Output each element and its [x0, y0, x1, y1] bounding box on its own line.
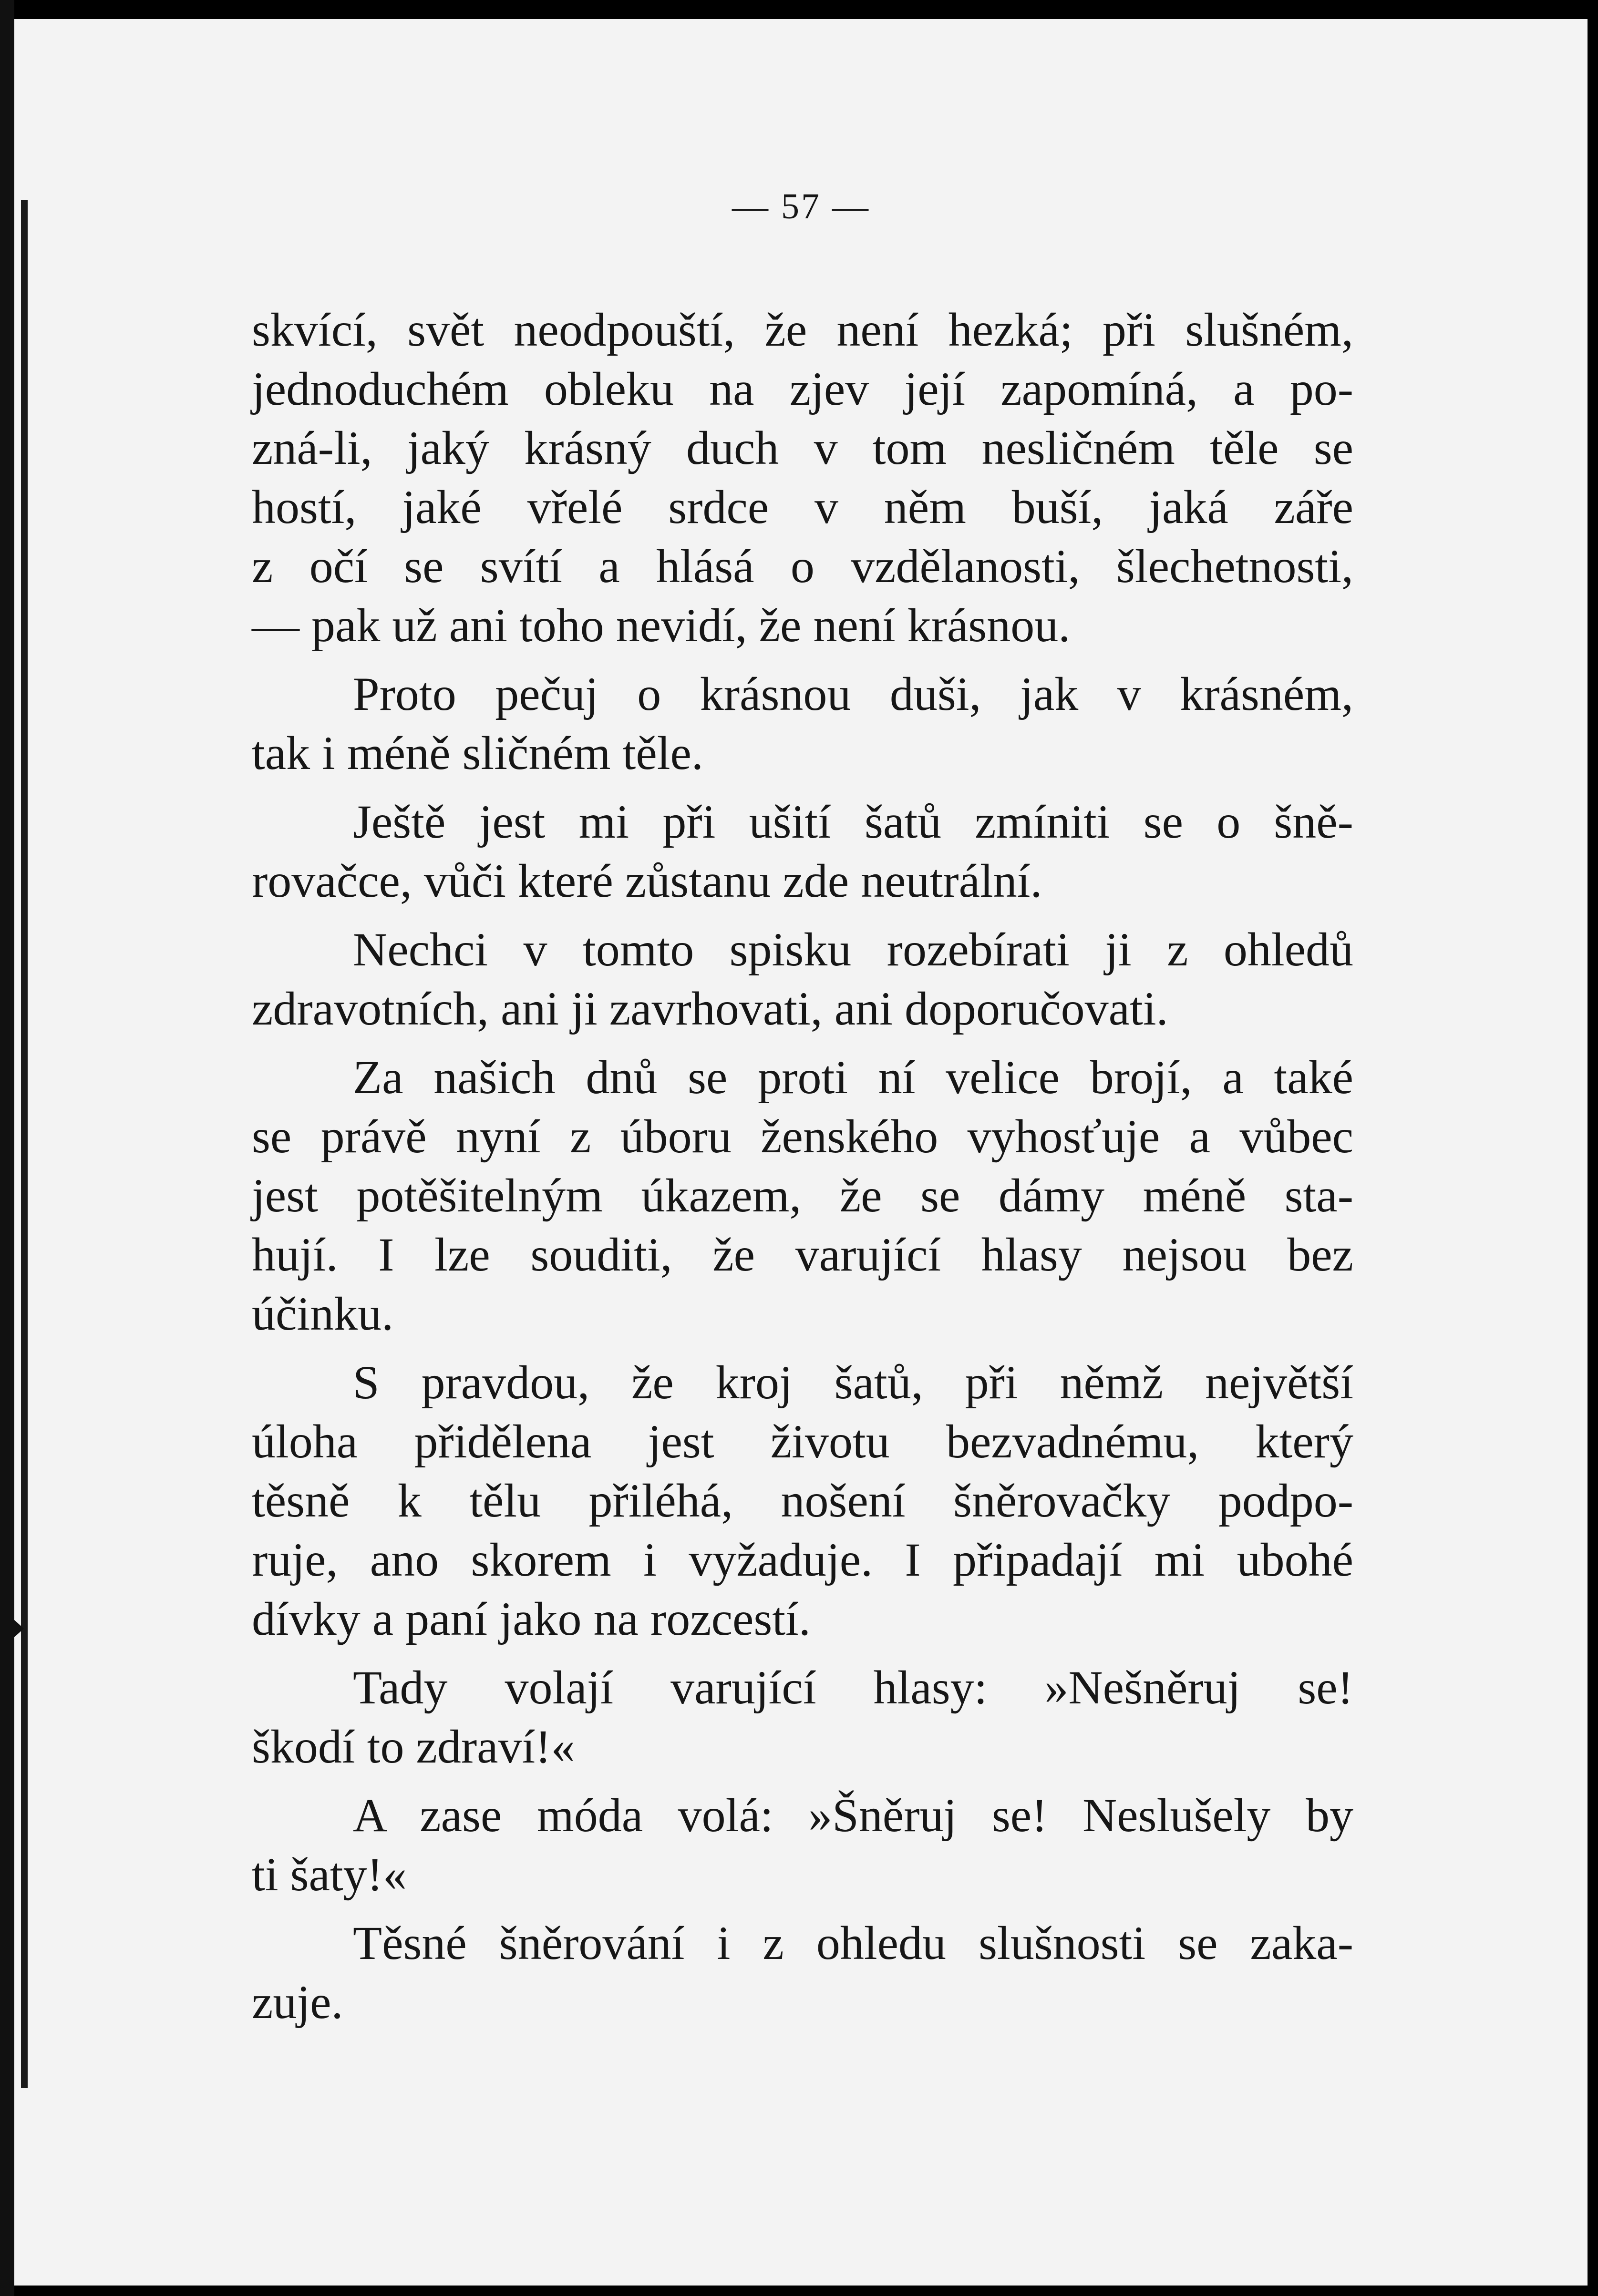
paragraph	[252, 1786, 1353, 1904]
text-line: Tady volají varující hlasy: »Nešněruj se!	[353, 1661, 1353, 1714]
body-text	[252, 300, 1353, 2041]
text-line: zuje.	[252, 1976, 343, 2029]
paragraph	[252, 1353, 1353, 1649]
text-line: ruje, ano skorem i vyžaduje. I připadají mi ubohé	[252, 1533, 1353, 1586]
text-line: hostí, jaké vřelé srdce v něm buší, jaká záře	[252, 481, 1353, 533]
text-line: tak i méně sličném těle.	[252, 727, 703, 779]
paragraph	[252, 665, 1353, 783]
text-line: skvící, svět neodpouští, že není hezká; při slušném,	[252, 303, 1353, 356]
text-line: Těsné šněrování i z ohledu slušnosti se zaka-	[353, 1917, 1353, 1969]
text-line: S pravdou, že kroj šatů, při němž největší	[353, 1356, 1353, 1409]
text-line: zdravotních, ani ji zavrhovati, ani doporučovati.	[252, 982, 1168, 1035]
text-line: jest potěšitelným úkazem, že se dámy méně sta-	[252, 1169, 1353, 1222]
paragraph	[252, 792, 1353, 911]
text-line: se právě nyní z úboru ženského vyhosťuje a vůbec	[252, 1110, 1353, 1163]
page-number: — 57 —	[732, 186, 870, 226]
paragraph	[252, 920, 1353, 1038]
text-line: účinku.	[252, 1287, 394, 1340]
paragraph	[252, 1914, 1353, 2032]
text-line: Ještě jest mi při ušití šatů zmíniti se o šně-	[353, 795, 1353, 848]
text-line: z očí se svítí a hlásá o vzdělanosti, šlechetnosti,	[252, 540, 1353, 593]
text-line: hují. I lze souditi, že varující hlasy nejsou bez	[252, 1228, 1353, 1281]
text-line: dívky a paní jako na rozcestí.	[252, 1592, 811, 1645]
binding-edge	[0, 0, 14, 2296]
text-line: ti šaty!«	[252, 1848, 407, 1901]
text-line: jednoduchém obleku na zjev její zapomíná, a po-	[252, 362, 1353, 415]
paragraph	[252, 1048, 1353, 1343]
text-line: Za našich dnů se proti ní velice brojí, a také	[353, 1051, 1353, 1104]
scan-top-edge	[0, 0, 1598, 19]
text-line: Proto pečuj o krásnou duši, jak v krásném,	[353, 667, 1353, 720]
text-line: zná-li, jaký krásný duch v tom nesličném těle se	[252, 421, 1353, 474]
paragraph	[252, 300, 1353, 655]
binding-line	[21, 200, 28, 2088]
scan-right-edge	[1588, 0, 1598, 2296]
text-line: těsně k tělu přiléhá, nošení šněrovačky podpo-	[252, 1474, 1353, 1527]
text-line: úloha přidělena jest životu bezvadnému, který	[252, 1415, 1353, 1468]
scan-bottom-edge	[0, 2286, 1598, 2296]
text-line: A zase móda volá: »Šněruj se! Neslušely by	[353, 1789, 1353, 1842]
binding-marker	[5, 1611, 24, 1646]
text-line: škodí to zdraví!«	[252, 1720, 575, 1773]
paragraph	[252, 1658, 1353, 1776]
text-line: Nechci v tomto spisku rozebírati ji z ohledů	[353, 923, 1353, 976]
text-line: rovačce, vůči které zůstanu zde neutrální.	[252, 854, 1042, 907]
text-line: — pak už ani toho nevidí, že není krásnou.	[252, 599, 1071, 652]
